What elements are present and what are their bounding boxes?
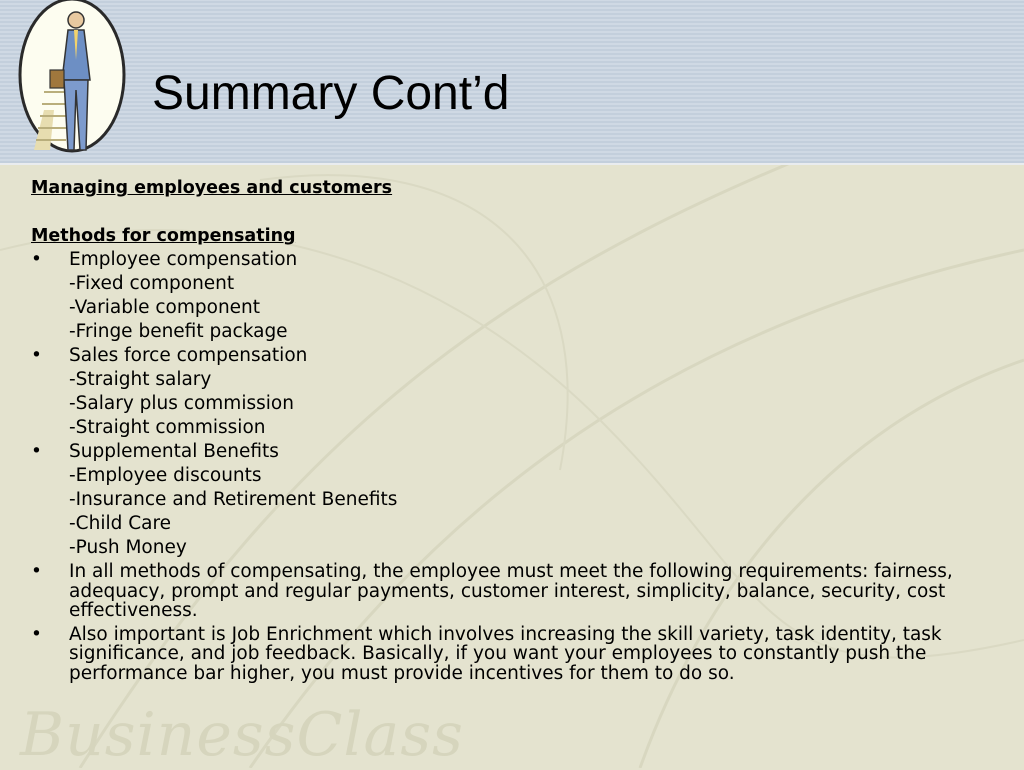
bullet-icon: •	[31, 249, 42, 270]
bullet-label: Sales force compensation	[69, 345, 308, 366]
list-item	[31, 560, 991, 623]
bullet-icon: •	[31, 561, 42, 582]
bullet-label: Supplemental Benefits	[69, 441, 279, 462]
sub-item: -Push Money	[69, 537, 187, 558]
sub-item: -Employee discounts	[69, 465, 262, 486]
list-item	[31, 344, 991, 368]
bullet-icon: •	[31, 345, 42, 366]
slide-title: Summary Cont’d	[152, 67, 510, 120]
section-heading-managing: Managing employees and customers	[31, 178, 393, 198]
section-heading-methods: Methods for compensating	[31, 226, 296, 246]
sub-item: -Child Care	[69, 513, 172, 534]
sub-item: -Fixed component	[69, 273, 235, 294]
paragraph-job-enrichment: Also important is Job Enrichment which involves increasing the skill variety, task identity, task significance, and job feedback. Basically, if you want your employees to constantly push the performance bar higher, you must provide incentives for them to do so.	[69, 623, 942, 684]
sub-item: -Straight commission	[69, 417, 266, 438]
sub-item: -Salary plus commission	[69, 393, 294, 414]
list-item	[31, 623, 991, 686]
sub-item: -Straight salary	[69, 369, 212, 390]
slide-body	[31, 176, 991, 685]
sub-item: -Variable component	[69, 297, 261, 318]
businessclass-watermark: BusinessClass	[20, 700, 464, 770]
bullet-icon: •	[31, 441, 42, 462]
paragraph-requirements: In all methods of compensating, the employee must meet the following requirements: fairness, adequacy, prompt and regular payments, customer interest, simplicity, balance, security, cost effectiveness.	[69, 561, 953, 621]
businessman-on-stairs-icon	[14, 0, 130, 160]
sub-item: -Fringe benefit package	[69, 321, 288, 342]
bullet-icon: •	[31, 623, 42, 645]
list-item	[31, 440, 991, 464]
bullet-label: Employee compensation	[69, 249, 298, 270]
list-item	[31, 248, 991, 272]
sub-item: -Insurance and Retirement Benefits	[69, 489, 398, 510]
